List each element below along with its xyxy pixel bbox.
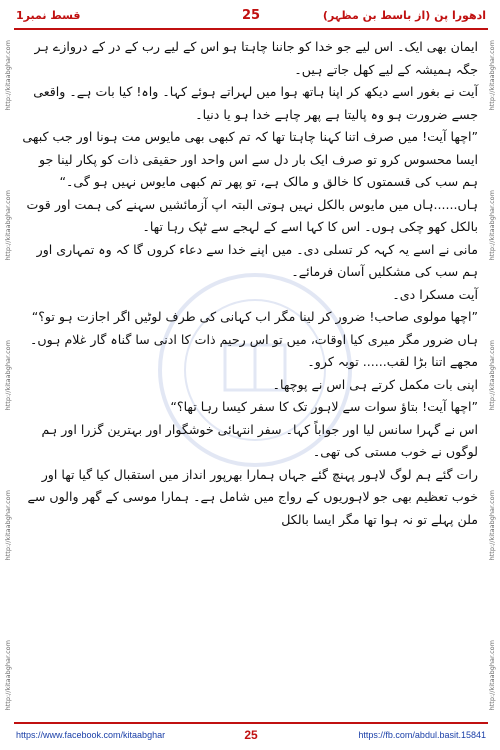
side-url: http://kitaabghar.com: [488, 639, 496, 710]
side-url: http://kitaabghar.com: [488, 40, 496, 111]
side-url: http://kitaabghar.com: [488, 339, 496, 411]
author-facebook-link[interactable]: https://fb.com/abdul.basit.15841: [358, 730, 486, 740]
paragraph: ہاں ضرور مگر میری کیا اوقات، میں تو اس رحیم ذات کا ادنی سا گناہ گار غلام ہوں۔ مجھے اتنا بڑا لقب...... توبہ کرو۔: [29, 331, 478, 369]
paragraph: اپنی بات مکمل کرتے ہی اس نے پوچھا۔: [272, 376, 478, 392]
paragraph: آیت مسکرا دی۔: [392, 286, 478, 302]
side-url: http://kitaabghar.com: [4, 40, 12, 111]
paragraph: مانی نے اسے یہ کہہ کر تسلی دی۔ میں اپنے خدا سے دعاء کروں گا کہ وہ تمہاری اور ہم سب کی مشکلیں آسان فرمائے۔: [36, 241, 478, 279]
paragraph: ”اچھا آیت! میں صرف اتنا کہنا چاہتا تھا کہ تم کبھی بھی مایوس مت ہونا اور جب کبھی ایسا محسوس کرو تو صرف ایک بار دل سے اس واحد اور حقیقی ذات کو پکار لینا جو ہم سب کی قسمتوں کا خالق و مالک ہے، تو پھر تم کبھی مایوس نہیں ہو گی۔“: [22, 129, 478, 189]
facebook-link[interactable]: https://www.facebook.com/kitaabghar: [16, 730, 166, 740]
page-footer: [16, 728, 486, 744]
paragraph: ”اچھا مولوی صاحب! ضرور کر لینا مگر اب کہانی کی طرف لوٹیں اگر اجازت ہو تو؟“: [31, 309, 478, 324]
episode-label: قسط نمبر1: [16, 9, 81, 22]
right-margin-urls: [486, 40, 498, 710]
novel-text: [22, 36, 478, 716]
paragraph: آیت نے بغور اسے دیکھ کر اپنا ہاتھ ہوا میں لہراتے ہوئے کہا۔ واہ! کیا بات ہے۔ واقعی جسے ضرورت ہو وہ پالیتا ہے پھر چاہے خدا ہو یا دنیا۔: [33, 84, 478, 122]
side-url: http://kitaabghar.com: [488, 189, 496, 261]
side-url: http://kitaabghar.com: [4, 339, 12, 411]
page-header: [16, 8, 486, 26]
footer-page-number: 25: [244, 728, 258, 742]
paragraph: ایمان بھی ایک۔ اس لیے جو خدا کو جاننا چاہتا ہو اس کے لیے رب کے در کے دروازے ہر جگہ ہمیشہ کے لیے کھل جاتے ہیں۔: [34, 39, 478, 77]
paragraph: رات گئے ہم لوگ لاہور پہنچ گئے جہاں ہمارا بھرپور انداز میں استقبال کیا گیا تھا اور خوب تعظیم بھی جو لاہوریوں کے رواج میں شامل ہے۔ ہمارا موسی کے گھر والوں سے ملن پہلے تو نہ ہوا تھا مگر ایسا بالکل: [27, 466, 478, 527]
paragraph: ہاں......ہاں میں مایوس بالکل نہیں ہوتی البتہ اپ آزمائشیں سہنے کی ہمت اور قوت بالکل کھو چکی ہوں۔ اس کا کہا اسے کے لہجے سے ٹپک رہا تھا۔: [26, 196, 478, 234]
side-url: http://kitaabghar.com: [4, 189, 12, 261]
footer-rule: [14, 722, 488, 724]
side-url: http://kitaabghar.com: [488, 489, 496, 561]
side-url: http://kitaabghar.com: [4, 489, 12, 561]
header-page-number: 25: [241, 8, 261, 23]
left-margin-urls: [2, 40, 14, 710]
side-url: http://kitaabghar.com: [4, 639, 12, 710]
header-rule: [14, 28, 488, 30]
novel-title: ادھورا پن (از باسط بن مظہر): [322, 9, 486, 22]
paragraph: ”اچھا آیت! بتاؤ سوات سے لاہور تک کا سفر کیسا رہا تھا؟“: [170, 399, 478, 414]
paragraph: اس نے گہرا سانس لیا اور جواباً کہا۔ سفر انتہائی خوشگوار اور بہترین گزرا اور ہم لوگوں نے خوب مستی کی تھی۔: [41, 421, 478, 459]
